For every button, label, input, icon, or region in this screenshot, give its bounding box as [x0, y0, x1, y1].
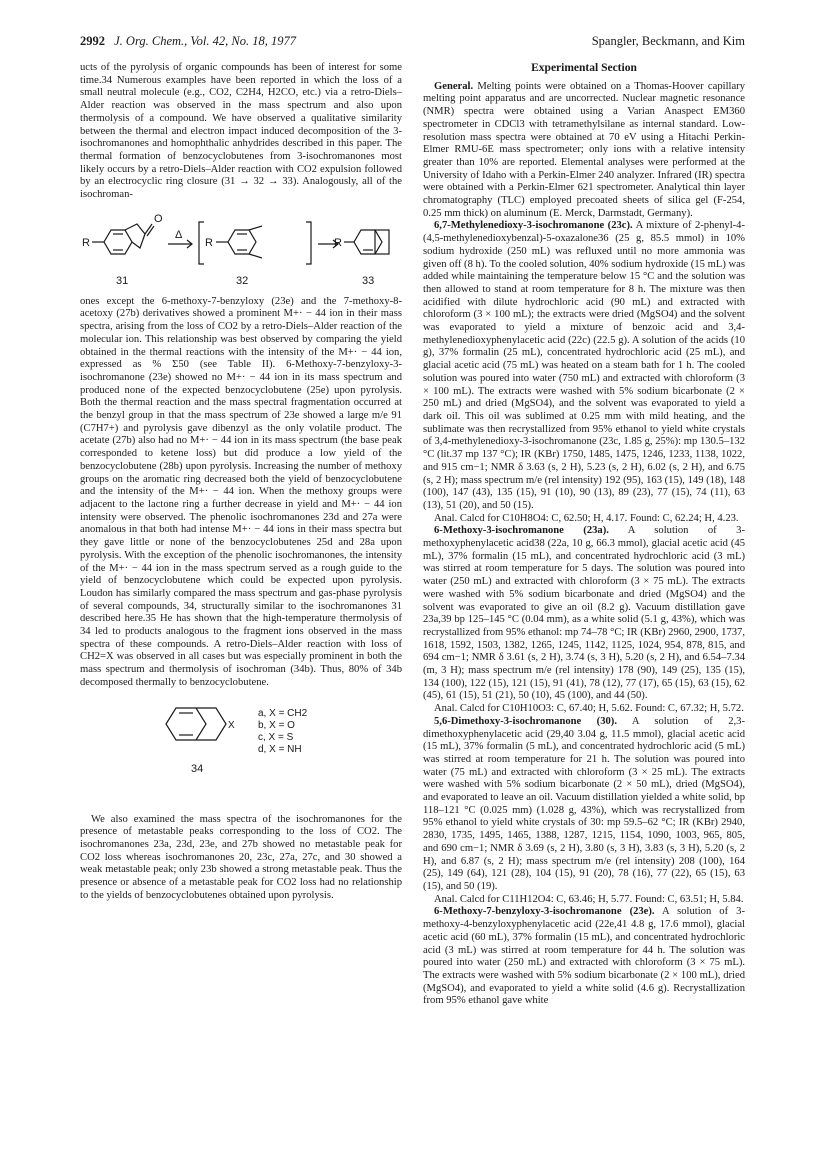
section-title: Experimental Section — [531, 62, 637, 74]
substituent-b: b, X = O — [258, 719, 295, 731]
r-label-31: R — [82, 236, 90, 249]
run-in-23e: 6-Methoxy-7-benzyloxy-3-isochromanone (23e). — [434, 906, 655, 918]
compound-label-31: 31 — [116, 274, 129, 287]
running-header — [80, 34, 745, 52]
delta-label: Δ — [175, 228, 183, 241]
substituent-list — [258, 708, 307, 756]
compound-label-34: 34 — [191, 762, 204, 775]
right-column — [423, 62, 745, 1008]
run-in-general: General. — [434, 80, 474, 92]
paragraph-23e: 6-Methoxy-7-benzyloxy-3-isochromanone (23e). A solution of 3-methoxy-4-benzyloxyphenylacetic acid (22e,41 4.8 g, 17.6 mmol), glacial acetic acid (60 mL), 37% formalin (15 mL), and concentrated hydrochloric acid (3 mL) was stirred at room temperature for 44 h. The solution was poured into water (250 mL) and extracted with chloroform (3 × 75 mL). The extracts were washed with 5% sodium bicarbonate (2 × 100 mL), dried (MgSO4), and evaporated to yield a white solid (4.6 g). Recrystallization from 95% ethanol gave white — [423, 906, 745, 1007]
compound-label-33: 33 — [362, 274, 375, 287]
header-left — [80, 34, 296, 49]
o-label-31: O — [154, 212, 163, 225]
substituent-a: a, X = CH2 — [258, 707, 308, 719]
anal-23a: Anal. Calcd for C10H10O3: C, 67.40; H, 5.62. Found: C, 67.32; H, 5.72. — [434, 703, 744, 715]
substituent-c: c, X = S — [258, 731, 294, 743]
paragraph-23c: 6,7-Methylenedioxy-3-isochromanone (23c). A mixture of 2-phenyl-4-(4,5-methylenedioxybenzal)-5-oxazalone36 (25 g, 85.5 mmol) in 10% sodium hydroxide (250 mL) was refluxed until no more ammonia was given off (8 h). To the cooled solution, 40% sodium hydroxide (15 mL) was added while maintaining the temperature below 15 °C and the solution was then allowed to stand at room temperature for 8 h. The mixture was then acidified with dilute hydrochloric acid (90 mL) and extracted with chloroform (3 × 100 mL); the extracts were dried (MgSO4) and the solvent was evaporated to yield a mixture of benzoic acid and 3,4-methylenedioxyphenylacetic acid (22c) (22.5 g). A solution of the acids (10 g), 37% formalin (25 mL), concentrated hydrochloric acid (25 mL), and glacial acetic acid (75 mL) was heated on a steam bath for 1 h. The cooled solution was poured into water (750 mL) and extracted with chloroform (3 × 100 mL). The extracts were washed with 5% sodium bicarbonate (2 × 250 mL) and dried (MgSO4), and the solvent was evaporated to yield a dark oil. This oil was sublimed at 0.25 mm with mild heating, and the sublimate was then recrystallized from 95% ethanol to yield white crystals of 3,4-methylenedioxy-3-isochromanone (23c, 1.85 g, 25%): mp 130.5–132 °C (lit.37 mp 137 °C); IR (KBr) 1750, 1485, 1475, 1246, 1233, 1138, 1022, and 915 cm−1; NMR δ 3.63 (s, 2 H), 5.23 (s, 2 H), 6.02 (s, 2 H), and 6.75 (s, 2 H); mass spectrum m/e (rel intensity) 192 (95), 163 (15), 149 (18), 148 (100), 147 (43), 135 (15), 91 (10), 90 (13), 89 (23), 77 (15), 74 (11), 63 (13), 51 (20), and 50 (15). — [423, 220, 745, 511]
compound-label-32: 32 — [236, 274, 249, 287]
run-in-23a: 6-Methoxy-3-isochromanone (23a). — [434, 525, 609, 537]
reaction-scheme-svg — [80, 208, 402, 292]
page-number: 2992 — [80, 34, 105, 48]
run-in-23c: 6,7-Methylenedioxy-3-isochromanone (23c). — [434, 220, 633, 232]
structure-34-svg — [80, 694, 250, 804]
r-label-32: R — [205, 236, 213, 249]
scheme-31-32-33 — [80, 208, 402, 292]
anal-30: Anal. Calcd for C11H12O4: C, 63.46; H, 5.77. Found: C, 63.51; H, 5.84. — [434, 893, 744, 905]
paragraph-metastable: We also examined the mass spectra of the isochromanones for the presence of metastable peaks corresponding to the loss of CO2. The isochromanones 23a, 23d, 23e, and 27b showed no metastable peak for CO2 loss whereas isochromanones 20, 23c, 27a, 27c, and 30 showed a weak metastable peak; only 23b showed a strong metastable peak. Thus the presence or absence of a metastable peak for CO2 loss had no relationship to the yields of benzocyclobutenes obtained upon pyrolysis. — [80, 813, 402, 901]
paragraph-general: General. Melting points were obtained on a Thomas-Hoover capillary melting point apparatus and are uncorrected. Nuclear magnetic resonance (NMR) spectra were obtained using a Varian Anaspect EM360 spectrometer in CDCl3 with tetramethylsilane as internal standard. Low-resolution mass spectra were obtained at 70 eV using a Hitachi Perkin-Elmer RMU-6E mass spectrometer; only ions with a relative intensity greater than 10% are reported. Elemental analyses were performed at the University of Idaho with a Perkin-Elmer 240 analyzer. Infrared (IR) spectra were obtained with a Perkin-Elmer 621 spectrometer. Analytical thin layer chromatography (TLC) employed precoated sheets of silica gel (F-254, 0.25 mm thick) on aluminum (E. Merck, Darmstadt, Germany). — [423, 80, 745, 219]
x-label: X — [228, 719, 235, 731]
run-in-30: 5,6-Dimethoxy-3-isochromanone (30). — [434, 715, 617, 727]
anal-23c: Anal. Calcd for C10H8O4: C, 62.50; H, 4.17. Found: C, 62.24; H, 4.23. — [434, 512, 739, 524]
paragraph-intro: ucts of the pyrolysis of organic compounds has been of interest for some time.34 Numerous examples have been reported in which the loss of a small neutral molecule (e.g., CO2, C2H4, H2CO, etc.) via a retro-Diels–Alder reaction was observed in the mass spectrum and also upon thermolysis of a compound. We have observed a qualitative similarity between the thermal and electron impact induced decomposition of the 3-isochromanones and homophthalic anhydrides described in this paper. The thermal formation of benzocyclobutenes from 3-isochromanones most likely occurs by a retro-Diels–Alder reaction with CO2 expulsion followed by an electrocyclic ring closure (31 → 32 → 33). Analogously, all of the isochroman- — [80, 62, 402, 201]
substituent-d: d, X = NH — [258, 743, 302, 755]
left-column — [80, 62, 402, 902]
header-authors: Spangler, Beckmann, and Kim — [591, 34, 745, 48]
r-label-33: R — [334, 236, 342, 249]
paragraph-23a: 6-Methoxy-3-isochromanone (23a). A solution of 3-methoxyphenylacetic acid38 (22a, 10 g, 66.3 mmol), glacial acetic acid (45 mL), 37% formalin (15 mL), and concentrated hydrochloric acid (3 mL) was stirred at room temperature for 5 days. The solution was poured into water (250 mL) and extracted with chloroform (3 × 75 mL). The extracts were washed with 5% sodium bicarbonate and dried (MgSO4) and the solvent was evaporated to give an oil (8.2 g). Vacuum distillation gave 23a,39 bp 125–145 °C (0.04 mm), as a white solid (5.1 g, 43%), which was recrystallized from 95% ethanol: mp 74–78 °C; IR (KBr) 2960, 2900, 1737, 1618, 1592, 1503, 1382, 1265, 1245, 1142, 1125, 1024, 954, 878, 815, and 694 cm−1; NMR δ 3.61 (s, 2 H), 3.74 (s, 3 H), 5.20 (s, 2 H), and 6.54–7.34 (m, 3 H); mass spectrum m/e (rel intensity) 178 (90), 149 (25), 135 (15), 134 (100), 122 (15), 121 (15), 91 (41), 78 (12), 77 (17), 65 (15), 63 (15), 62 (45), 61 (15), 51 (21), 50 (10), 45 (100), and 44 (50). — [423, 525, 745, 702]
paragraph-30: 5,6-Dimethoxy-3-isochromanone (30). A solution of 2,3-dimethoxyphenylacetic acid (29,40 3.04 g, 11.5 mmol), glacial acetic acid (15 mL), 37% formalin (5 mL), and concentrated hydrochloric acid (5 mL) was stirred at room temperature for 21 h. The solution was poured into water (75 mL) and extracted with chloroform (3 × 25 mL). The extracts were washed with 5% sodium bicarbonate (2 × 50 mL), dried (MgSO4), and evaporated to leave an oil. Vacuum distillation yielded a white solid, bp 118–121 °C (0.025 mm) (1.028 g, 43%), which was recrystallized from 95% ethanol to yield white crystals of 30: mp 59.5–62 °C; IR (KBr) 2940, 2830, 1735, 1495, 1465, 1388, 1287, 1215, 1154, 1090, 1003, 965, 805, and 690 cm−1; NMR δ 3.69 (s, 2 H), 3.80 (s, 3 H), 3.83 (s, 3 H), 5.20 (s, 2 H), and 6.87 (s, 2 H); mass spectrum m/e (rel intensity) 208 (100), 164 (25), 149 (64), 121 (28), 104 (15), 91 (20), 78 (16), 77 (22), 65 (15), 63 (15), and 50 (19). — [423, 715, 746, 892]
journal-citation: J. Org. Chem., Vol. 42, No. 18, 1977 — [114, 34, 296, 48]
structure-34 — [80, 694, 402, 804]
paragraph-mass-spectra: ones except the 6-methoxy-7-benzyloxy (23e) and the 7-methoxy-8-acetoxy (27b) derivatives showed a prominent M+· − 44 ion in their mass spectra, arising from the loss of CO2 by a retro-Diels–Alder reaction of the molecular ion. This relationship was best observed by comparing the yield obtained in the thermal reactions with the intensity of the M+· − 44 ion, expressed as % Σ50 (see Table II). 6-Methoxy-7-benzyloxy-3-isochromanone (23e) showed no M+· − 44 ion in its mass spectrum and produced none of the expected benzocyclobutene (25e) upon pyrolysis. Both the thermal reaction and the mass spectral fragmentation occurred at the benzyl group in that the mass spectrum of 23e showed a large m/e 91 (C7H7+) and pyrolysis gave dibenzyl as the only volatile product. The acetate (27b) also had no M+· − 44 ion in its mass spectrum (the base peak corresponded to ketene loss) but did produce a low yield of the benzocyclobutene (28b) upon pyrolysis. Increasing the number of methoxy groups on the aromatic ring decreased both the yield of benzocyclobutene and the intensity of the M+· − 44 ion. When the methoxy groups were adjacent to the lactone ring a further decrease in yield and M+· − 44 ion intensity were observed. The phenolic isochromanones 23d and 27a were anomalous in that both had intense M+· − 44 ions in their mass spectra but they gave little or none of the benzocyclobutenes 25d and 28a upon pyrolysis. With the exception of the phenolic isochromanones, the intensity of the M+· − 44 ion in the mass spectrum served as a rough guide to the yield of benzocyclobutene which could be expected upon pyrolysis. Loudon has similarly compared the mass spectrum and gas-phase pyrolysis of several compounds, 34, structurally similar to the isochromanones 31 described here.35 He has shown that the high-temperature thermolysis of 34 led to products analogous to the fragment ions observed in the mass spectra of these compounds. A retro-Diels–Alder reaction with loss of CH2=X was observed in all cases but was especially prominent in both the mass spectrum and thermolysis of isochroman (34b). Thus, 80% of 34b decomposed thermally to benzocyclobutene. — [80, 295, 402, 688]
